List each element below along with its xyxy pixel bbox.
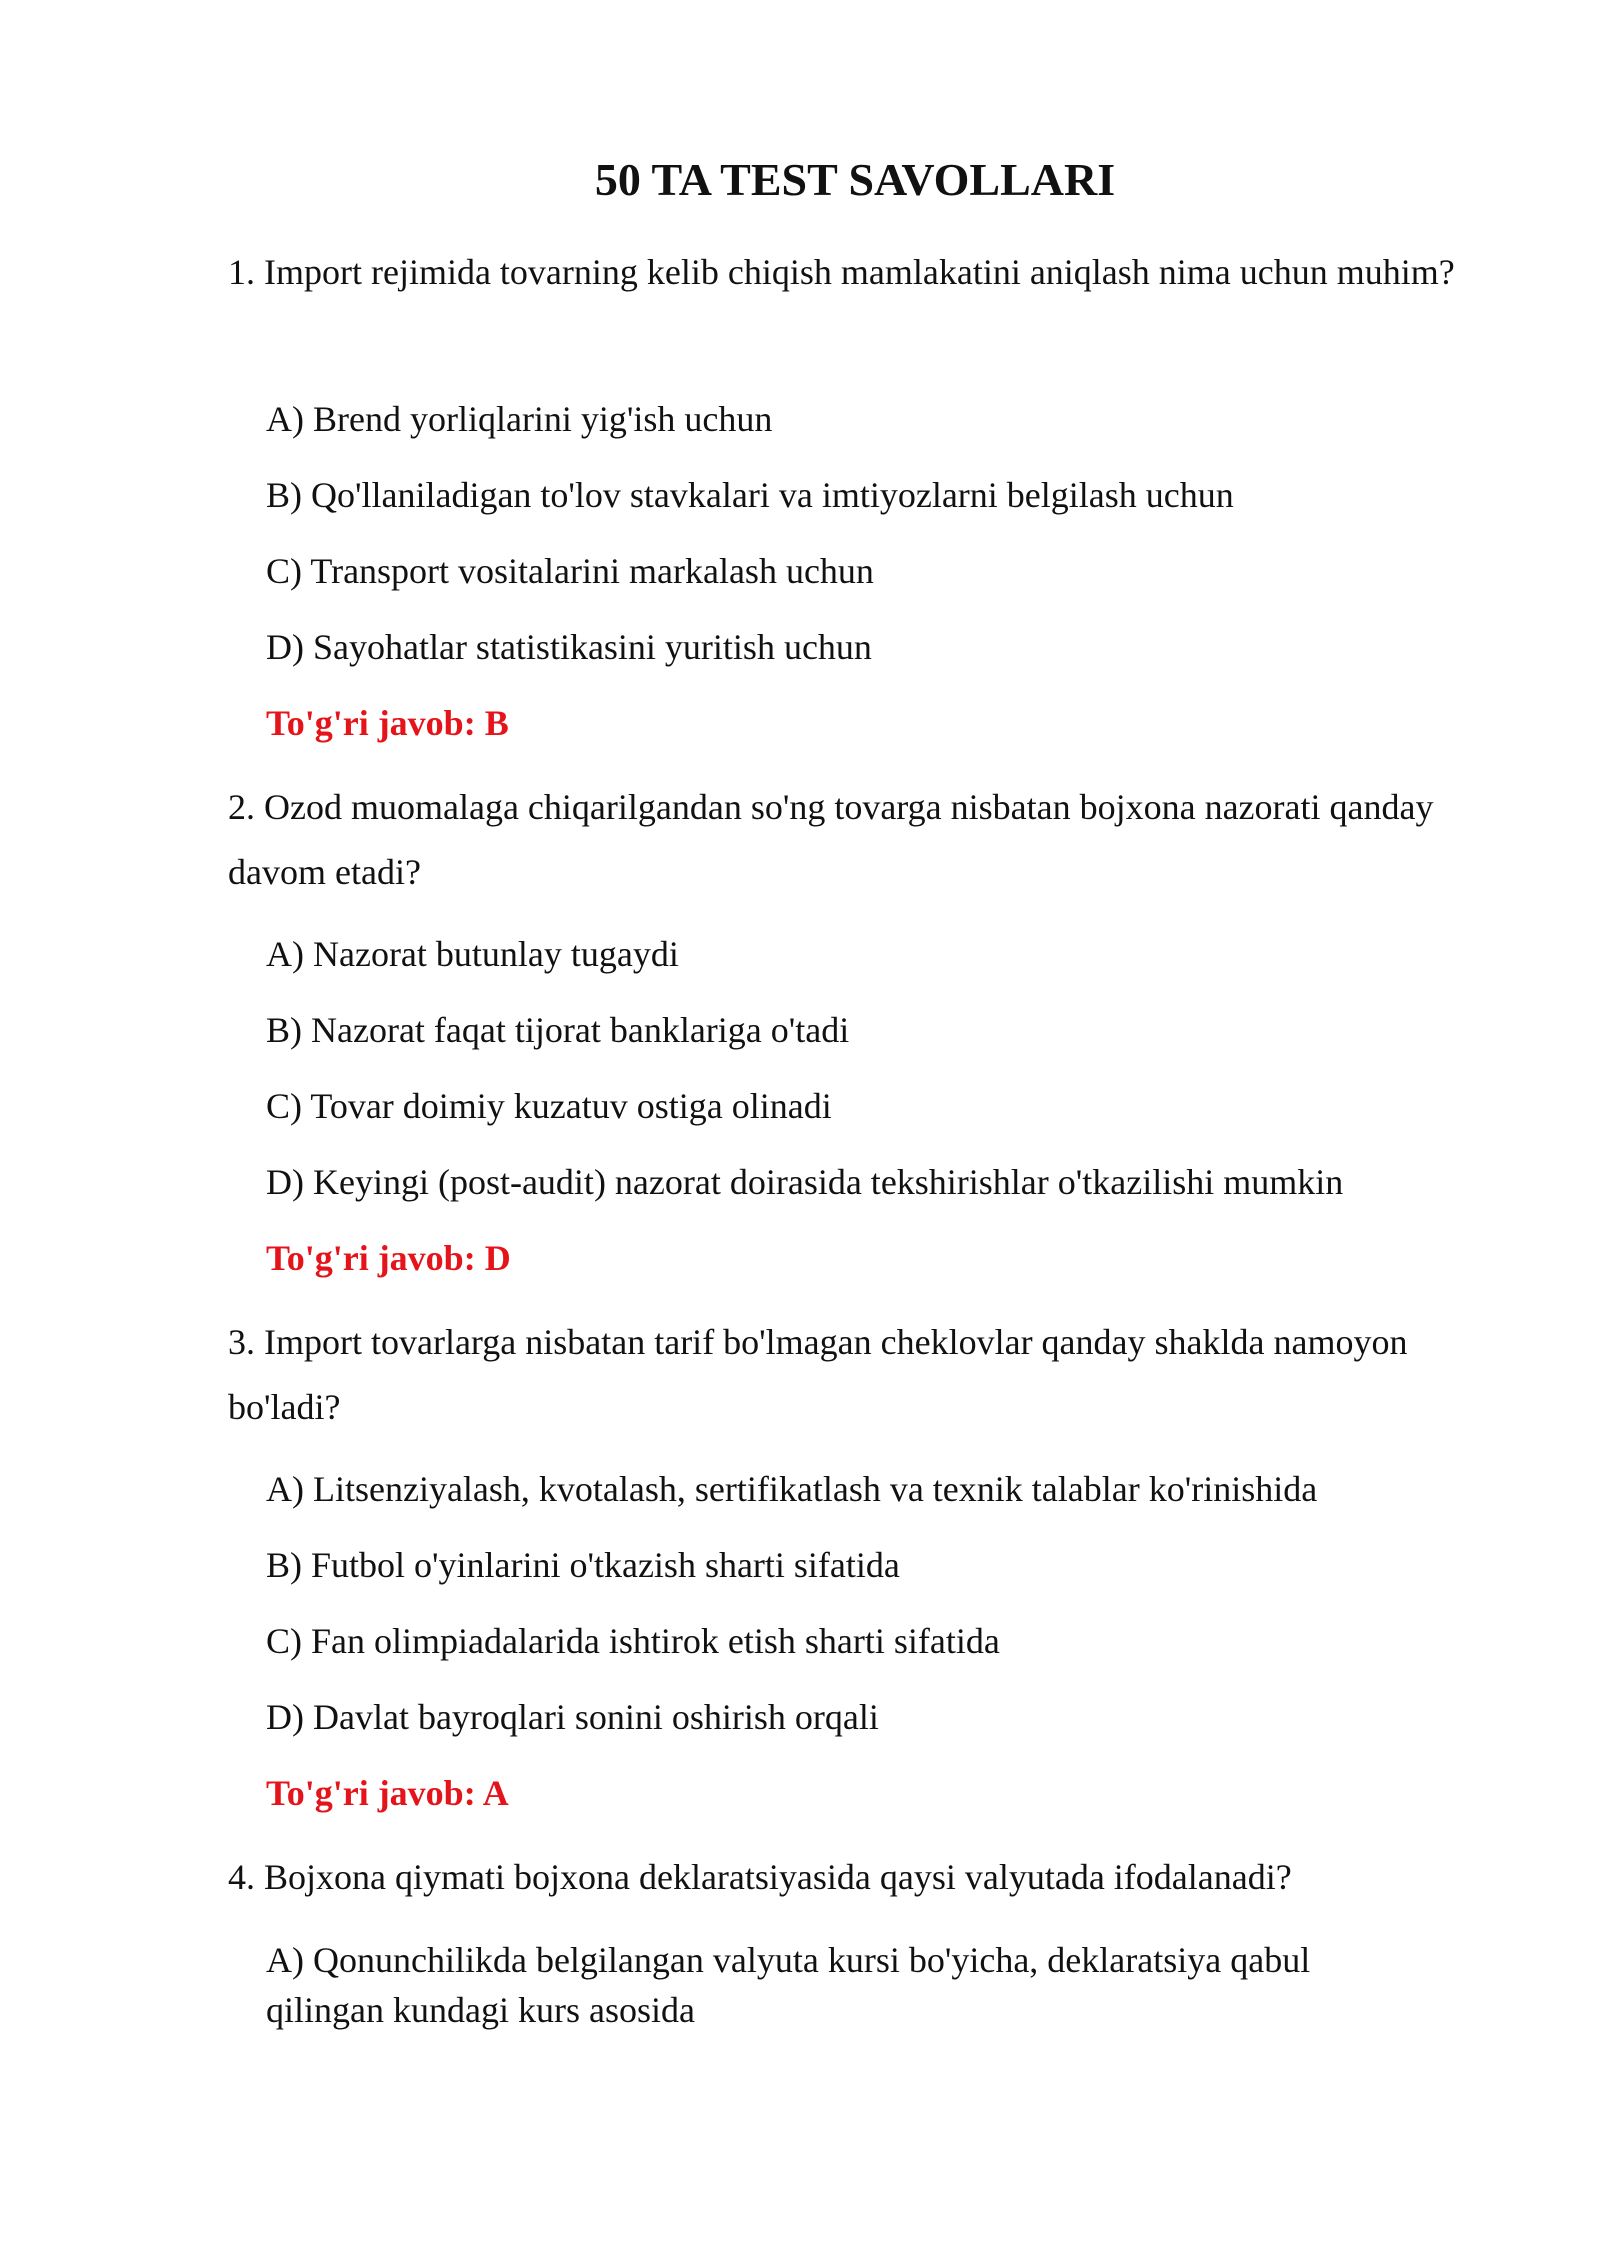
question-3-option-a: A) Litsenziyalash, kvotalash, sertifikatlash va texnik talablar ko'rinishida [266, 1469, 1318, 1509]
question-2-option-a: A) Nazorat butunlay tugaydi [266, 934, 679, 974]
question-1-option-a: A) Brend yorliqlarini yig'ish uchun [266, 399, 773, 439]
question-4-text: 4. Bojxona qiymati bojxona deklaratsiyasida qaysi valyutada ifodalanadi? [228, 1857, 1292, 1897]
question-3-answer: To'g'ri javob: A [266, 1773, 509, 1813]
question-2-option-b: B) Nazorat faqat tijorat banklariga o'tadi [266, 1010, 850, 1050]
question-1-option-c: C) Transport vositalarini markalash uchun [266, 551, 874, 591]
question-2-answer: To'g'ri javob: D [266, 1238, 511, 1278]
question-3-option-c: C) Fan olimpiadalarida ishtirok etish sharti sifatida [266, 1621, 1000, 1661]
question-3-option-b: B) Futbol o'yinlarini o'tkazish sharti sifatida [266, 1545, 900, 1585]
page-title: 50 TA TEST SAVOLLARI [594, 154, 1116, 205]
question-3-text: 3. Import tovarlarga nisbatan tarif bo'lmagan cheklovlar qanday shaklda namoyon bo'ladi? [228, 1322, 1408, 1427]
question-2-option-d: D) Keyingi (post-audit) nazorat doirasida tekshirishlar o'tkazilishi mumkin [266, 1162, 1344, 1202]
question-4-option-a: A) Qonunchilikda belgilangan valyuta kursi bo'yicha, deklaratsiya qabul qilingan kundagi kurs asosida [266, 1940, 1311, 2030]
question-2-option-c: C) Tovar doimiy kuzatuv ostiga olinadi [266, 1086, 832, 1126]
question-1-option-d: D) Sayohatlar statistikasini yuritish uchun [266, 627, 872, 667]
question-2-text: 2. Ozod muomalaga chiqarilgandan so'ng tovarga nisbatan bojxona nazorati qanday davom etadi? [228, 787, 1434, 892]
question-1-answer: To'g'ri javob: B [266, 703, 509, 743]
question-1-text: 1. Import rejimida tovarning kelib chiqish mamlakatini aniqlash nima uchun muhim? [228, 252, 1455, 292]
question-1-option-b: B) Qo'llaniladigan to'lov stavkalari va imtiyozlarni belgilash uchun [266, 475, 1234, 515]
question-3-option-d: D) Davlat bayroqlari sonini oshirish orqali [266, 1697, 879, 1737]
